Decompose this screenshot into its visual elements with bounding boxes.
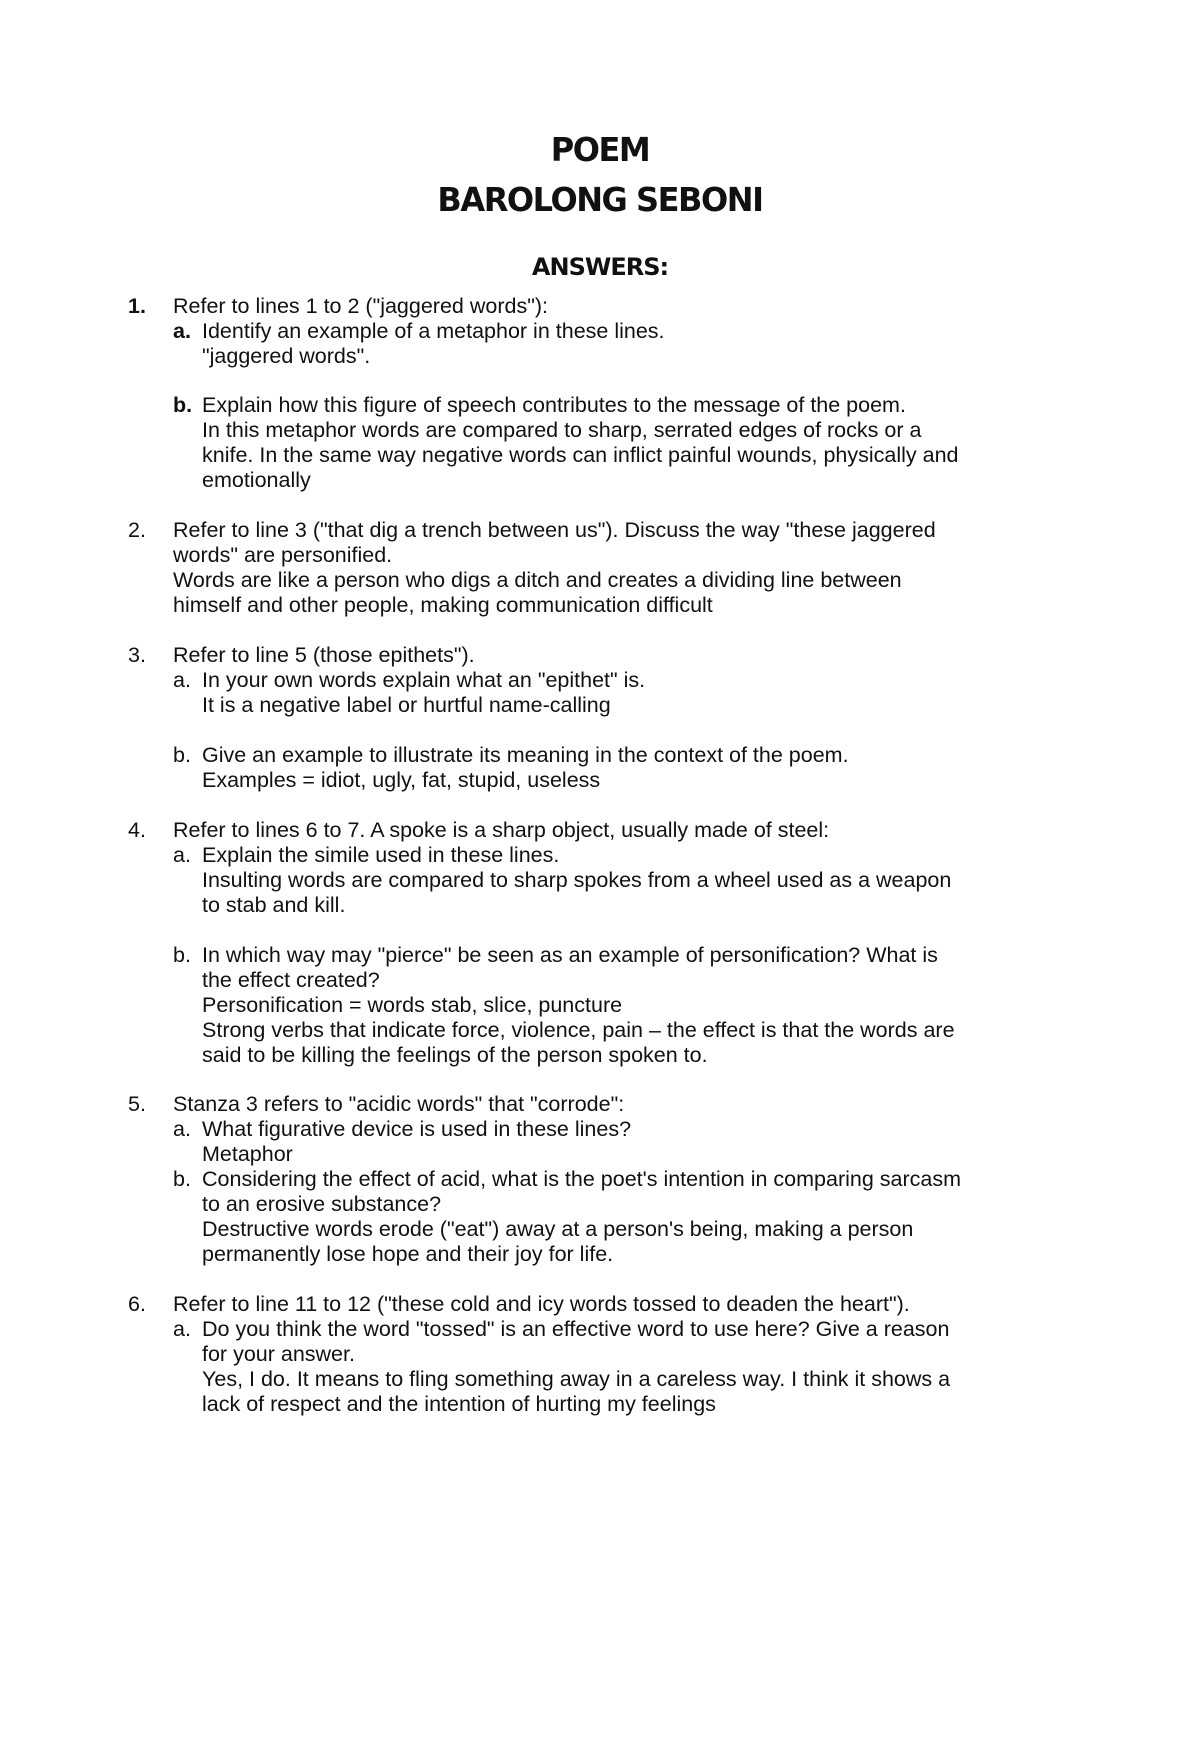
part-prompt: Identify an example of a metaphor in these lines.	[202, 319, 665, 343]
answer-text: Strong verbs that indicate force, violence, pain – the effect is that the words are	[202, 1018, 955, 1042]
answer-text: Yes, I do. It means to fling something away in a careless way. I think it shows a	[202, 1367, 951, 1391]
part-prompt: In which way may "pierce" be seen as an example of personification? What is	[202, 943, 938, 967]
part-label: b.	[173, 943, 191, 967]
question-number: 3.	[128, 643, 146, 667]
answer-text: Destructive words erode ("eat") away at a person's being, making a person	[202, 1217, 914, 1241]
part-prompt: Do you think the word "tossed" is an effective word to use here? Give a reason	[202, 1317, 950, 1341]
answer-text: It is a negative label or hurtful name-calling	[202, 693, 611, 717]
question-number: 2.	[128, 518, 146, 542]
part-prompt: Considering the effect of acid, what is the poet's intention in comparing sarcasm	[202, 1167, 962, 1191]
answer-text: Insulting words are compared to sharp spokes from a wheel used as a weapon	[202, 868, 952, 892]
part-label: a.	[173, 319, 191, 343]
question-prompt: words" are personified.	[173, 543, 393, 567]
part-label: a.	[173, 668, 191, 692]
answer-text: In this metaphor words are compared to sharp, serrated edges of rocks or a	[202, 418, 922, 442]
question-prompt: Stanza 3 refers to "acidic words" that "corrode":	[173, 1092, 625, 1116]
question-number: 6.	[128, 1292, 146, 1316]
part-label: b.	[173, 743, 191, 767]
answer-text: Metaphor	[202, 1142, 293, 1166]
answer-text: Personification = words stab, slice, puncture	[202, 993, 623, 1017]
question-prompt: Refer to line 3 ("that dig a trench between us"). Discuss the way "these jaggered	[173, 518, 936, 542]
part-label: a.	[173, 1117, 191, 1141]
part-prompt: In your own words explain what an "epithet" is.	[202, 668, 646, 692]
part-label: a.	[173, 1317, 191, 1341]
question-prompt: Refer to line 5 (those epithets").	[173, 643, 475, 667]
answer-text: said to be killing the feelings of the person spoken to.	[202, 1043, 708, 1067]
part-prompt: What figurative device is used in these lines?	[202, 1117, 632, 1141]
answer-text: permanently lose hope and their joy for life.	[202, 1242, 614, 1266]
document-subtitle: BAROLONG SEBONI	[437, 180, 763, 219]
part-prompt: for your answer.	[202, 1342, 355, 1366]
answer-text: himself and other people, making communication difficult	[173, 593, 713, 617]
question-prompt: Refer to line 11 to 12 ("these cold and icy words tossed to deaden the heart").	[173, 1292, 910, 1316]
question-prompt: Refer to lines 1 to 2 ("jaggered words"):	[173, 294, 548, 318]
part-prompt: Explain how this figure of speech contributes to the message of the poem.	[202, 393, 906, 417]
answer-text: knife. In the same way negative words can inflict painful wounds, physically and	[202, 443, 959, 467]
answer-text: "jaggered words".	[202, 344, 371, 368]
part-prompt: the effect created?	[202, 968, 380, 992]
part-label: b.	[173, 1167, 191, 1191]
question-prompt: Refer to lines 6 to 7. A spoke is a sharp object, usually made of steel:	[173, 818, 830, 842]
question-number: 4.	[128, 818, 146, 842]
part-label: b.	[173, 393, 193, 417]
document-title: POEM	[550, 130, 650, 169]
answer-text: Examples = idiot, ugly, fat, stupid, useless	[202, 768, 601, 792]
part-label: a.	[173, 843, 191, 867]
question-number: 5.	[128, 1092, 146, 1116]
answer-text: to stab and kill.	[202, 893, 346, 917]
part-prompt: Give an example to illustrate its meaning in the context of the poem.	[202, 743, 849, 767]
answers-heading: ANSWERS:	[531, 253, 669, 281]
answer-text: lack of respect and the intention of hurting my feelings	[202, 1392, 716, 1416]
question-number: 1.	[128, 294, 146, 318]
answer-text: emotionally	[202, 468, 311, 492]
part-prompt: Explain the simile used in these lines.	[202, 843, 560, 867]
part-prompt: to an erosive substance?	[202, 1192, 442, 1216]
answer-text: Words are like a person who digs a ditch and creates a dividing line between	[173, 568, 902, 592]
